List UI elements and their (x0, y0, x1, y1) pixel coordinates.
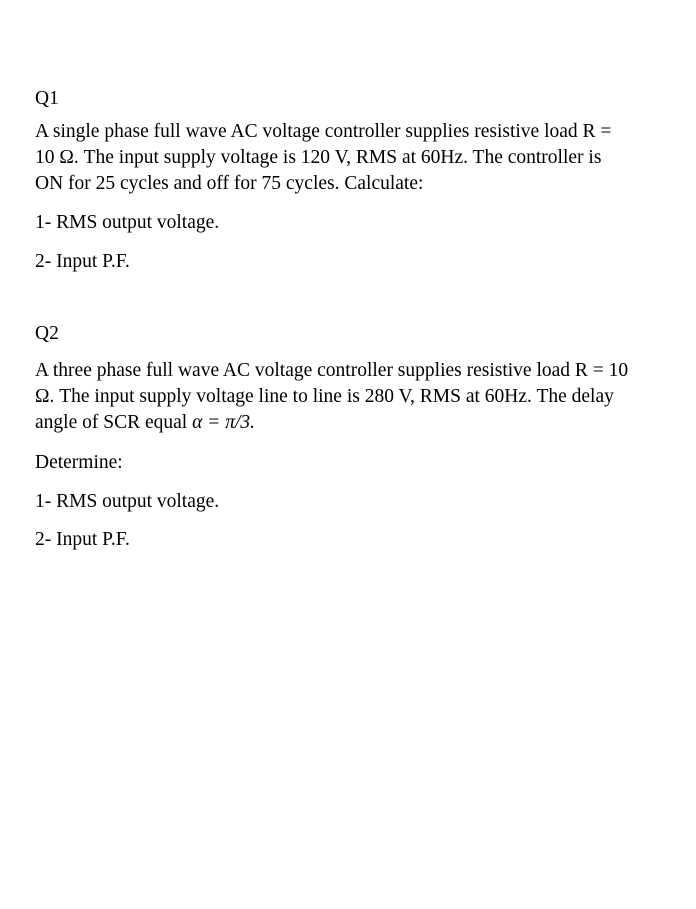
question-1-item-2: 2- Input P.F. (35, 251, 130, 272)
question-2-item-1: 1- RMS output voltage. (35, 491, 220, 512)
question-1-body-line: A single phase full wave AC voltage controller supplies resistive load R = (35, 121, 612, 142)
question-1-body-line: 10 Ω. The input supply voltage is 120 V, RMS at 60Hz. The controller is (35, 147, 602, 168)
question-1-item-1: 1- RMS output voltage. (35, 212, 220, 233)
question-2-body-line: Ω. The input supply voltage line to line is 280 V, RMS at 60Hz. The delay (35, 386, 614, 407)
question-2-title: Q2 (35, 323, 59, 344)
question-1-title: Q1 (35, 88, 59, 109)
delay-angle-formula: α = π/3. (192, 412, 256, 433)
question-2-body-line: A three phase full wave AC voltage controller supplies resistive load R = 10 (35, 360, 629, 381)
question-2-determine: Determine: (35, 452, 123, 473)
question-2-body-line-3-text: angle of SCR equal (35, 412, 193, 433)
question-1-body (35, 119, 675, 197)
question-2-item-2: 2- Input P.F. (35, 529, 130, 550)
question-2-body-line-3 (35, 410, 675, 436)
question-1-body-line: ON for 25 cycles and off for 75 cycles. Calculate: (35, 173, 424, 194)
question-2-body (35, 358, 675, 436)
